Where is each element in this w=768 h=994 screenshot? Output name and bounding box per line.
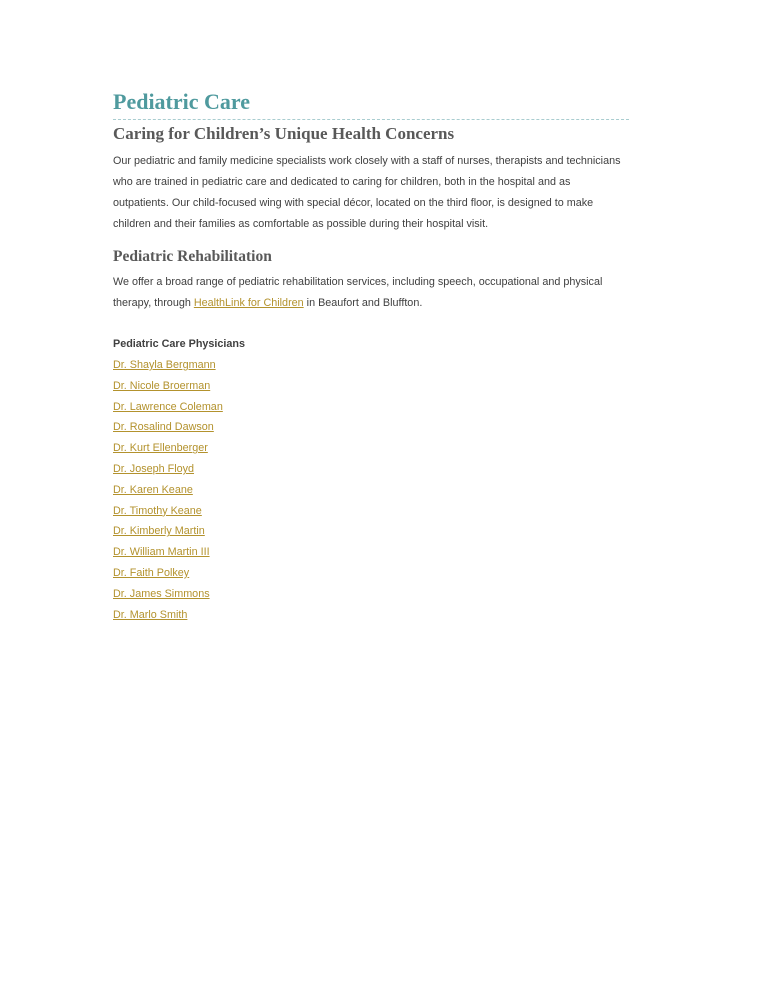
document-page (113, 88, 629, 625)
physician-link[interactable]: Dr. Kimberly Martin (113, 525, 205, 538)
list-item (113, 438, 629, 459)
physician-link[interactable]: Dr. Joseph Floyd (113, 462, 195, 475)
physician-link[interactable]: Dr. William Martin III (113, 546, 210, 559)
physician-link[interactable]: Dr. Shayla Bergmann (113, 359, 216, 371)
physician-link[interactable]: Dr. Rosalind Dawson (113, 421, 214, 434)
physician-link[interactable]: Dr. Lawrence Coleman (113, 400, 223, 413)
physician-link[interactable]: Dr. Kurt Ellenberger (113, 442, 208, 455)
rehab-text-before: We offer a broad range of pediatric rehabilitation services, including speech, occupational and physical therapy, through (113, 276, 603, 309)
physician-link[interactable]: Dr. Nicole Broerman (113, 379, 211, 392)
physician-link[interactable]: Dr. Karen Keane (113, 483, 193, 496)
intro-paragraph: Our pediatric and family medicine specialists work closely with a staff of nurses, therapists and technicians who are trained in pediatric care and dedicated to caring for children, both in the hospital and as outpatients. Our child-focused wing with special décor, located on the third floor, is designed to make children and their families as comfortable as possible during their hospital visit. (113, 155, 621, 230)
list-item (113, 480, 629, 501)
physicians-heading: Pediatric Care Physicians (113, 338, 246, 350)
list-item (113, 501, 629, 522)
list-item (113, 355, 629, 376)
page-title: Pediatric Care (113, 88, 629, 120)
list-item (113, 584, 629, 605)
list-item (113, 605, 629, 626)
rehab-heading: Pediatric Rehabilitation (113, 248, 272, 265)
physician-link[interactable]: Dr. Timothy Keane (113, 504, 202, 517)
rehab-text-after: in Beaufort and Bluffton. (303, 297, 423, 309)
rehab-paragraph (113, 272, 629, 314)
physician-list (113, 355, 629, 625)
healthlink-link[interactable]: HealthLink for Children (193, 297, 304, 309)
page-subtitle: Caring for Children’s Unique Health Concerns (113, 124, 455, 143)
list-item (113, 397, 629, 418)
list-item (113, 417, 629, 438)
physician-link[interactable]: Dr. Marlo Smith (113, 608, 188, 621)
list-item (113, 563, 629, 584)
list-item (113, 376, 629, 397)
physician-link[interactable]: Dr. James Simmons (113, 587, 210, 600)
list-item (113, 521, 629, 542)
list-item (113, 542, 629, 563)
list-item (113, 459, 629, 480)
physician-link[interactable]: Dr. Faith Polkey (113, 566, 190, 579)
